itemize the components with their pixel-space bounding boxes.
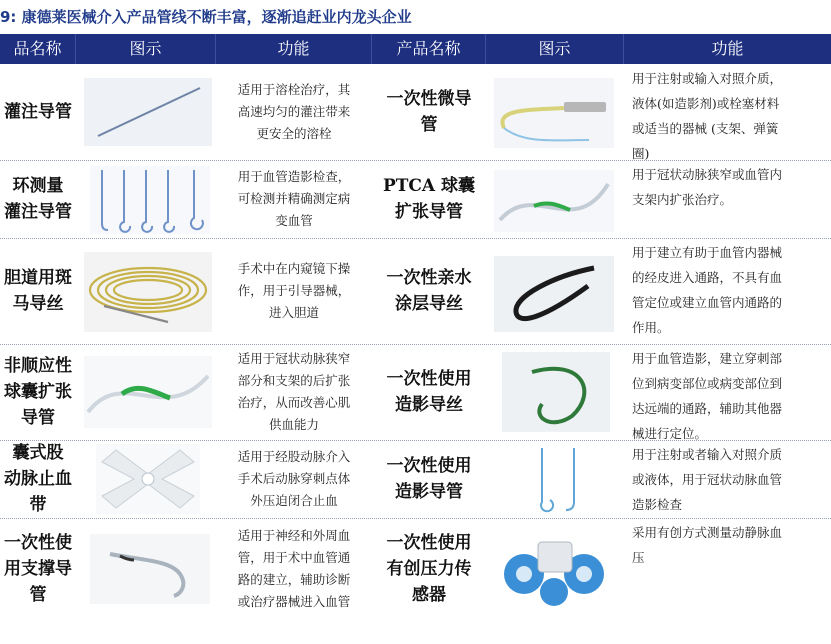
hydrophilic-guidewire-icon [494,256,614,332]
left-product-name: 一次性使 用支撑导 管 [4,533,72,605]
cross-tourniquet-icon [96,444,200,514]
left-product-name: 环测量 灌注导管 [4,176,72,222]
right-product-name: 一次性亲水 涂层导丝 [386,268,472,314]
left-product-function: 适用于神经和外周血 管，用于术中血管通 路的建立，辅助诊断 或治疗器械进入血管 [237,528,351,609]
left-product-function: 适用于冠状动脉狭窄 部分和支架的后扩张 治疗，从而改善心肌 供血能力 [237,351,351,432]
right-product-function: 用于注射或者输入对照介质 或液体，用于冠状动脉血管 造影检查 [632,447,783,512]
left-product-name: 非顺应性 球囊扩张 导管 [4,356,72,428]
right-product-name: 一次性使用 有创压力传 感器 [386,533,472,605]
multi-wire-catheter-icon [90,166,210,234]
straight-catheter-icon [84,78,212,146]
angiography-catheter-icon [508,446,604,514]
left-product-name: 灌注导管 [4,102,72,122]
header-illustration-left: 图示 [76,34,216,64]
left-product-function: 适用于经股动脉介入 手术后动脉穿刺点体 外压迫闭合止血 [237,449,351,508]
right-product-function: 用于血管造影，建立穿刺部 位到病变部位或病变部位到 达远端的通路，辅助其他器 械进行定位。 [632,351,783,440]
pressure-sensor-icon [494,534,614,610]
ptca-balloon-icon [494,170,614,232]
header-product-name-right: 产品名称 [372,34,486,64]
right-product-function: 用于注射或输入对照介质， 液体(如造影剂)或栓塞材料 或适当的器械 (支架、弹簧 圈) [632,71,783,160]
header-product-name-left: 品名称 [0,34,76,64]
right-product-function: 采用有创方式测量动静脉血 压 [632,525,783,565]
left-product-function: 用于血管造影检查， 可检测并精确测定病 变血管 [237,169,351,228]
angiography-guidewire-icon [502,352,610,432]
left-product-function: 适用于溶栓治疗，其 高速均匀的灌注带来 更安全的溶栓 [237,82,351,141]
right-product-function: 用于建立有助于血管内器械 的经皮进入通路，不具有血 管定位或建立血管内通路的 作用。 [632,245,783,335]
page-title: 9: 康德莱医械介入产品管线不断丰富，逐渐追赶业内龙头企业 [0,8,412,26]
right-product-function: 用于冠状动脉狭窄或血管内 支架内扩张治疗。 [632,167,783,207]
right-product-name: 一次性使用 造影导管 [386,456,472,502]
right-product-name: PTCA 球囊 扩张导管 [382,176,476,222]
right-product-name: 一次性微导 管 [386,89,472,135]
coiled-guidewire-icon [84,252,212,332]
left-product-name: 囊式股 动脉止血 带 [4,443,72,515]
right-product-name: 一次性使用 造影导丝 [386,369,472,415]
left-product-function: 手术中在内窥镜下操 作，用于引导器械， 进入胆道 [237,261,351,320]
curved-support-catheter-icon [90,534,210,604]
micro-catheter-icon [494,78,614,148]
header-illustration-right: 图示 [486,34,624,64]
header-function-left: 功能 [216,34,372,64]
header-function-right: 功能 [624,34,831,64]
left-product-name: 胆道用斑 马导丝 [4,268,72,314]
balloon-catheter-icon [84,356,212,428]
product-table [0,34,831,620]
